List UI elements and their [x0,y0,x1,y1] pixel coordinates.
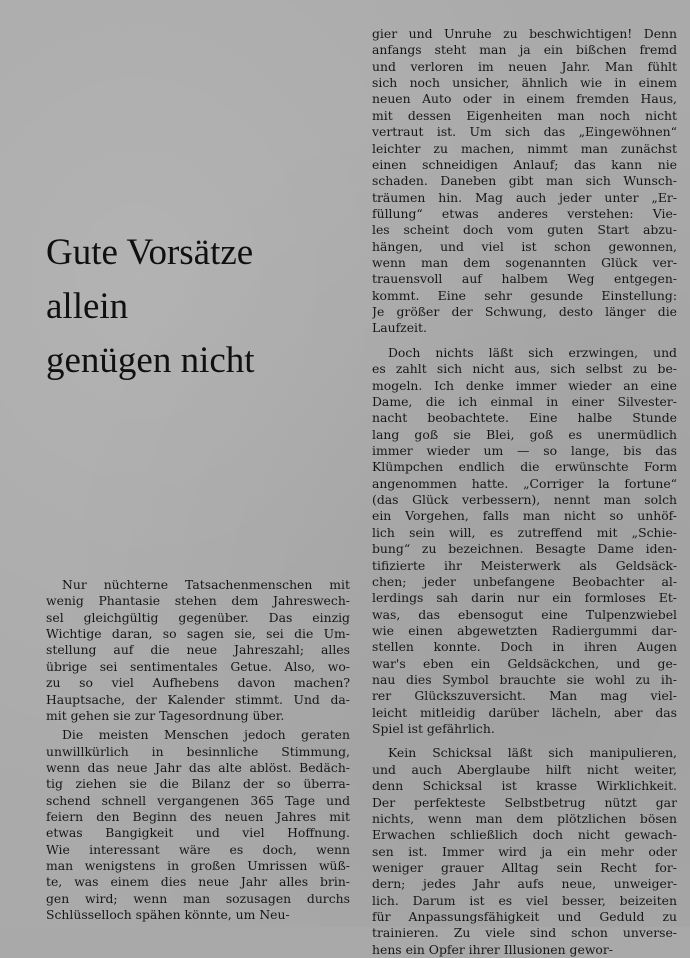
text-line: Wichtige daran, so sagen sie, sei die Um- [46,626,350,642]
text-line: Je größer der Schwung, desto länger die [372,304,677,320]
text-line: hängen, und viel ist schon gewonnen, [372,238,677,254]
text-line: und auch Aberglaube hilft nicht weiter, [372,761,677,777]
left-text-column [46,577,350,924]
text-line: hens ein Opfer ihrer Illusionen gewor- [372,941,613,957]
text-line: les scheint doch vom guten Start abzu- [372,222,677,238]
text-line: zu so viel Aufhebens davon machen? [46,675,350,691]
text-line: Kein Schicksal läßt sich manipulieren, [388,745,677,761]
headline [46,226,346,388]
text-line: wenig Phantasie stehen dem Jahreswech- [46,593,350,609]
text-line: nichts, wenn man dem plötzlichen bösen [372,810,677,826]
text-line: Schlüsselloch spähen könnte, um Neu- [46,907,290,923]
text-line: vertraut ist. Um sich das „Eingewöhnen“ [372,124,677,140]
text-line: füllung“ etwas anderes verstehen: Vie- [372,205,677,221]
text-line: bung“ zu bezeichnen. Besagte Dame iden- [372,541,677,557]
text-line: dern; jedes Jahr aufs neue, unweiger- [372,876,677,892]
paragraph [372,745,677,958]
text-line: Dame, die ich einmal in einer Silvester- [372,393,677,409]
text-line: sich noch unsicher, ähnlich wie in einem [372,75,677,91]
text-line: etwas Bangigkeit und viel Hoffnung. [46,825,350,841]
text-line: Die meisten Menschen jedoch geraten [62,727,350,743]
text-line: kommt. Eine sehr gesunde Einstellung: [372,287,677,303]
text-line: denn Schicksal ist krasse Wirklichkeit. [372,778,677,794]
text-line: nacht beobachtete. Eine halbe Stunde [372,410,677,426]
right-text-column [372,26,677,958]
text-line: mogeln. Ich denke immer wieder an eine [372,377,677,393]
text-line: trauensvoll auf halbem Weg entgegen- [372,271,677,287]
paragraph [46,727,350,923]
text-line: Wie interessant wäre es doch, wenn [46,841,350,857]
paragraph-gap [372,337,677,345]
text-line: Laufzeit. [372,320,427,336]
text-line: träumen hin. Mag auch jeder unter „Er- [372,189,677,205]
text-line: war's eben ein Geldsäckchen, und ge- [372,655,677,671]
text-line: immer wieder um — so lange, bis das [372,442,677,458]
text-line: wenn man dem sogenannten Glück ver- [372,255,677,271]
text-line: sel gleichgültig gegenüber. Das einzig [46,609,350,625]
text-line: Erwachen schließlich doch nicht gewach- [372,827,677,843]
text-line: trainieren. Zu viele sind schon unverse- [372,925,677,941]
text-line: man wenigstens in großen Umrissen wüß- [46,858,350,874]
text-line: Klümpchen endlich die erwünschte Form [372,459,677,475]
text-line: wie einen abgewetzten Radiergummi dar- [372,622,677,638]
text-line: gier und Unruhe zu beschwichtigen! Denn [372,26,677,41]
text-line: tig ziehen sie die Bilanz der so überra- [46,776,350,792]
paragraph [372,345,677,738]
text-line: lich sein will, es zutreffend mit „Schie- [372,524,677,540]
paragraph [46,577,350,724]
text-line: anfangs steht man ja ein bißchen fremd [372,42,677,58]
text-line: Doch nichts läßt sich erzwingen, und [388,344,677,360]
text-line: te, was einem dies neue Jahr alles brin- [46,874,350,890]
text-line: chen; jeder unbefangene Beobachter al- [372,573,677,589]
text-line: es zahlt sich nicht aus, sich selbst zu be- [372,361,677,377]
text-line: stellung auf die neue Jahreszahl; alles [46,642,350,658]
text-line: leichter zu machen, nimmt man zunächst [372,140,677,156]
paragraph [372,26,677,337]
text-line: weniger grauer Alltag sein Recht for- [372,859,677,875]
text-line: tifizierte ihr Meisterwerk als Geldsäck- [372,557,677,573]
text-line: Nur nüchterne Tatsachenmenschen mit [62,577,350,592]
text-line: sen ist. Immer wird ja ein mehr oder [372,843,677,859]
text-line: lang goß sie Blei, goß es unermüdlich [372,426,677,442]
text-line: unwillkürlich in besinnliche Stimmung, [46,743,350,759]
text-line: schaden. Daneben gibt man sich Wunsch- [372,173,677,189]
text-line: schend schnell vergangenen 365 Tage und [46,792,350,808]
headline-line: allein [46,286,129,327]
headline-line: genügen nicht [46,340,255,381]
text-line: und verloren im neuen Jahr. Man fühlt [372,58,677,74]
text-line: einen schneidigen Anlauf; das kann nie [372,156,677,172]
text-line: angenommen hatte. „Corriger la fortune“ [372,475,677,491]
text-line: lich. Darum ist es viel besser, beizeiten [372,892,677,908]
text-line: (das Glück verbessern), nennt man solch [372,492,677,508]
headline-line: Gute Vorsätze [46,232,254,273]
text-line: Der perfekteste Selbstbetrug nützt gar [372,794,677,810]
text-line: Spiel ist gefährlich. [372,721,495,737]
text-line: feiern den Beginn des neuen Jahres mit [46,809,350,825]
text-line: stellen konnte. Doch in ihren Augen [372,639,677,655]
text-line: nau dies Symbol brauchte sie wohl zu ih- [372,672,677,688]
text-line: leicht mitleidig darüber lächeln, aber das [372,704,677,720]
text-line: lerdings sah darin nur ein formloses Et- [372,590,677,606]
text-line: wenn das neue Jahr das alte ablöst. Bedäch- [46,759,350,775]
text-line: gen wird; wenn man sozusagen durchs [46,890,350,906]
text-line: neuen Auto oder in einem fremden Haus, [372,91,677,107]
text-line: mit dessen Eigenheiten man noch nicht [372,107,677,123]
text-line: was, das ebensogut eine Tulpenzwiebel [372,606,677,622]
text-line: mit gehen sie zur Tagesordnung über. [46,707,285,723]
text-line: Hauptsache, der Kalender stimmt. Und da- [46,691,350,707]
text-line: für Anpassungsfähigkeit und Geduld zu [372,909,677,925]
text-line: ein Vorgehen, falls man nicht so unhöf- [372,508,677,524]
text-line: übrige sei sentimentales Getue. Also, wo- [46,658,350,674]
paragraph-gap [372,737,677,745]
text-line: rer Glückszuversicht. Man mag viel- [372,688,677,704]
